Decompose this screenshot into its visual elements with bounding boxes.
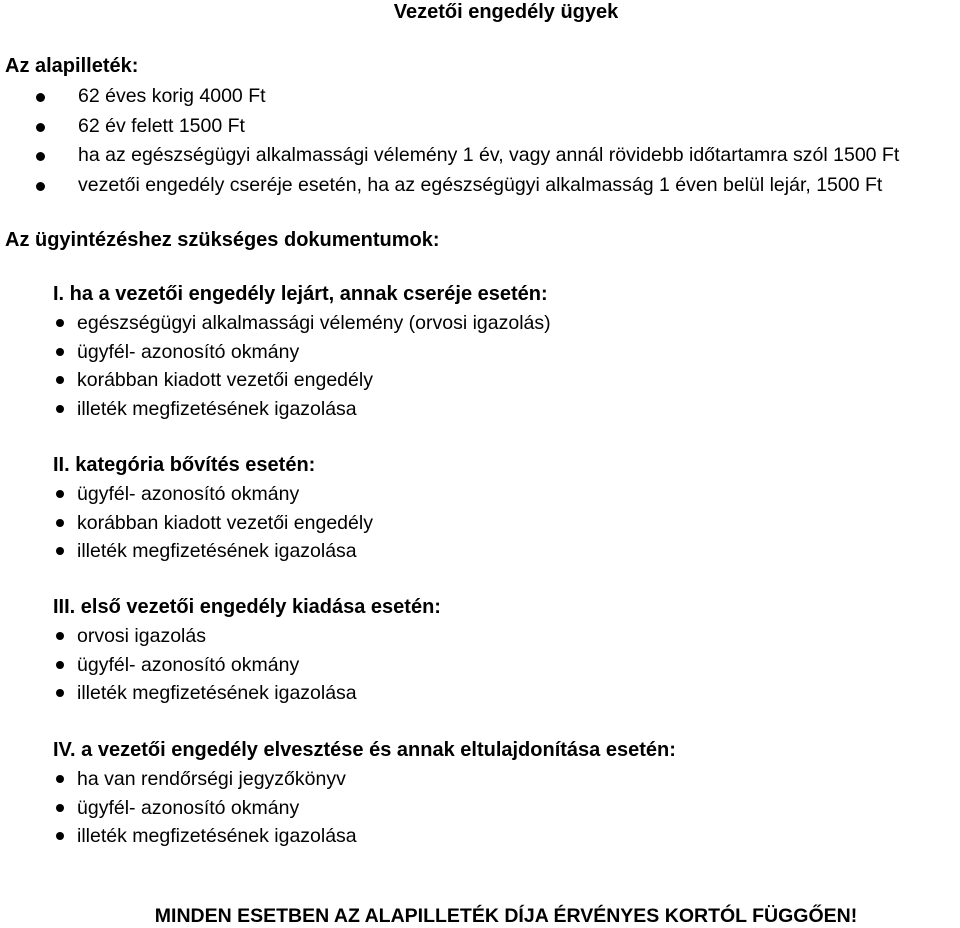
page-title: Vezetői engedély ügyek xyxy=(393,1,619,23)
list-item-text: illeték megfizetésének igazolása xyxy=(77,682,357,705)
fee-list xyxy=(0,82,899,200)
section-lost-stolen-license xyxy=(53,736,676,851)
section-title: III. első vezetői engedély kiadása esetén: xyxy=(53,596,441,618)
fee-item-text: 62 éves korig 4000 Ft xyxy=(78,85,266,107)
list-item xyxy=(53,480,373,509)
list-item-text: illeték megfizetésének igazolása xyxy=(77,540,357,563)
list-item xyxy=(53,366,551,395)
list-item xyxy=(53,309,551,338)
bullet-icon xyxy=(56,519,64,527)
fee-item-text: ha az egészségügyi alkalmassági vélemény 1 év, vagy annál rövidebb időtartamra szól 1500 Ft xyxy=(78,144,900,166)
list-item xyxy=(53,651,441,680)
bullet-icon xyxy=(56,490,64,498)
section-category-extension xyxy=(53,451,373,566)
list-item-text: ügyfél- azonosító okmány xyxy=(77,340,300,363)
bullet-icon xyxy=(36,152,45,161)
document-list xyxy=(53,480,373,566)
fee-item xyxy=(0,112,899,142)
bullet-icon xyxy=(36,182,45,191)
footer-notice: MINDEN ESETBEN AZ ALAPILLETÉK DÍJA ÉRVÉNYES KORTÓL FÜGGŐEN! xyxy=(154,905,858,927)
list-item-text: orvosi igazolás xyxy=(77,625,206,647)
list-item xyxy=(53,395,551,424)
list-item xyxy=(53,765,676,794)
bullet-icon xyxy=(56,832,64,840)
bullet-icon xyxy=(56,547,64,555)
list-item-text: ügyfél- azonosító okmány xyxy=(77,483,300,505)
fee-item xyxy=(0,141,899,171)
bullet-icon xyxy=(56,319,64,327)
list-item-text: korábban kiadott vezetői engedély xyxy=(77,369,373,392)
list-item-text: ha van rendőrségi jegyzőkönyv xyxy=(77,768,346,790)
list-item xyxy=(53,338,551,367)
fee-item xyxy=(0,171,899,201)
fee-item-text: vezetői engedély cseréje esetén, ha az egészségügyi alkalmasság 1 éven belül lejár, 1500 Ft xyxy=(78,173,883,196)
bullet-icon xyxy=(56,804,64,812)
bullet-icon xyxy=(56,632,64,640)
bullet-icon xyxy=(56,661,64,669)
list-item-text: ügyfél- azonosító okmány xyxy=(77,653,300,676)
list-item xyxy=(53,794,676,823)
fees-heading: Az alapilleték: xyxy=(5,55,139,77)
list-item xyxy=(53,679,441,708)
bullet-icon xyxy=(36,123,45,132)
section-expired-license xyxy=(53,280,551,423)
document-list xyxy=(53,309,551,423)
list-item xyxy=(53,509,373,538)
list-item-text: egészségügyi alkalmassági vélemény (orvosi igazolás) xyxy=(77,312,551,334)
fee-item xyxy=(0,82,899,112)
bullet-icon xyxy=(56,775,64,783)
section-title: II. kategória bővítés esetén: xyxy=(53,454,316,476)
list-item xyxy=(53,537,373,566)
fee-item-text: 62 év felett 1500 Ft xyxy=(78,114,245,137)
bullet-icon xyxy=(56,348,64,356)
list-item-text: ügyfél- azonosító okmány xyxy=(77,796,300,819)
bullet-icon xyxy=(56,405,64,413)
section-title: I. ha a vezetői engedély lejárt, annak cseréje esetén: xyxy=(53,283,548,305)
list-item xyxy=(53,622,441,651)
section-first-license xyxy=(53,593,441,708)
document-list xyxy=(53,622,441,708)
section-title: IV. a vezetői engedély elvesztése és annak eltulajdonítása esetén: xyxy=(53,739,676,761)
bullet-icon xyxy=(56,376,64,384)
bullet-icon xyxy=(56,689,64,697)
bullet-icon xyxy=(36,93,45,102)
list-item-text: korábban kiadott vezetői engedély xyxy=(77,511,373,534)
document-list xyxy=(53,765,676,851)
list-item xyxy=(53,822,676,851)
list-item-text: illeték megfizetésének igazolása xyxy=(77,397,357,420)
list-item-text: illeték megfizetésének igazolása xyxy=(77,825,357,848)
documents-heading: Az ügyintézéshez szükséges dokumentumok: xyxy=(5,229,440,251)
